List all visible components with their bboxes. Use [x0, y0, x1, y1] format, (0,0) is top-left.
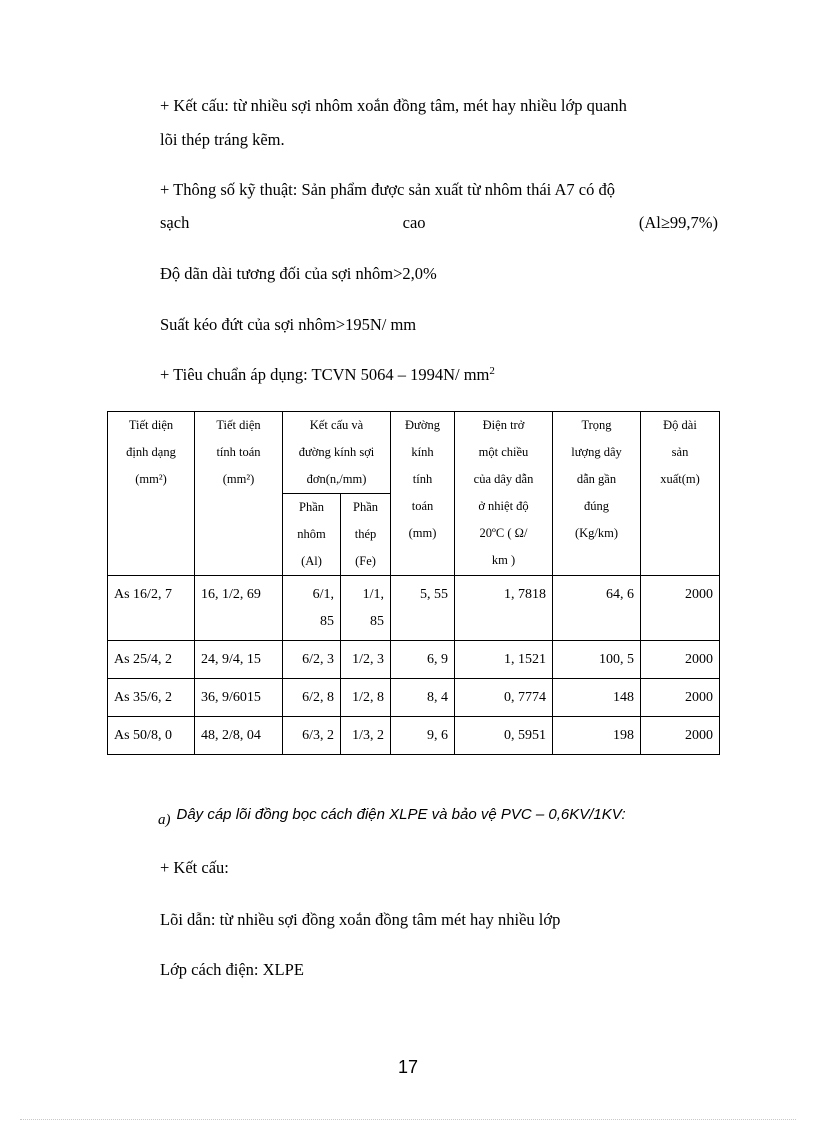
cell: 1, 1521 — [455, 641, 553, 679]
cell: 6/2, 8 — [283, 679, 341, 717]
cell: 9, 6 — [391, 717, 455, 755]
cell: 0, 5951 — [455, 717, 553, 755]
cell: As 25/4, 2 — [108, 641, 195, 679]
table-row — [108, 576, 720, 641]
header-steel-part: Phần thép (Fe) — [341, 494, 391, 576]
cell: 36, 9/6015 — [195, 679, 283, 717]
cell: 2000 — [641, 679, 720, 717]
specs-purity: (Al≥99,7%) — [638, 213, 718, 232]
cell: 6, 9 — [391, 641, 455, 679]
cell: 6/1, 85 — [283, 576, 341, 641]
paragraph-structure-heading: + Kết cấu: — [160, 858, 229, 877]
cell: 100, 5 — [553, 641, 641, 679]
standard-text: + Tiêu chuẩn áp dụng: TCVN 5064 – 1994N/ mm — [160, 365, 490, 384]
cell: 8, 4 — [391, 679, 455, 717]
cell: 1, 7818 — [455, 576, 553, 641]
table-row — [108, 679, 720, 717]
paragraph-structure-line1: + Kết cấu: từ nhiều sợi nhôm xoắn đồng tâm, mét hay nhiều lớp quanh — [160, 96, 627, 115]
cell: 1/2, 3 — [341, 641, 391, 679]
paragraph-structure-line2: lõi thép tráng kẽm. — [160, 130, 285, 149]
cable-spec-table — [107, 411, 720, 755]
header-nominal-section: Tiết diện định dạng (mm²) — [108, 412, 195, 576]
cell: 0, 7774 — [455, 679, 553, 717]
paragraph-tensile-strength: Suất kéo đứt của sợi nhôm>195N/ mm — [160, 315, 417, 334]
specs-word-clean: sạch — [160, 213, 190, 232]
paragraph-specs-line1: + Thông số kỹ thuật: Sản phẩm được sản xuất từ nhôm thái A7 có độ — [160, 180, 615, 199]
cell: 198 — [553, 717, 641, 755]
cell: 2000 — [641, 641, 720, 679]
page-number: 17 — [397, 1057, 419, 1077]
footer-divider — [20, 1119, 796, 1120]
paragraph-elongation: Độ dãn dài tương đối của sợi nhôm>2,0% — [160, 264, 437, 283]
paragraph-specs-line2 — [160, 213, 718, 233]
caption-text: Dây cáp lõi đồng bọc cách điện XLPE và bảo vệ PVC – 0,6KV/1KV: — [176, 806, 626, 823]
paragraph-insulation: Lớp cách điện: XLPE — [160, 960, 304, 979]
cell: 2000 — [641, 717, 720, 755]
cell: 2000 — [641, 576, 720, 641]
table-row — [108, 717, 720, 755]
caption-marker: a) — [158, 812, 171, 828]
cell: 48, 2/8, 04 — [195, 717, 283, 755]
cell: 1/3, 2 — [341, 717, 391, 755]
cell: 16, 1/2, 69 — [195, 576, 283, 641]
header-diameter: Đường kính tính toán (mm) — [391, 412, 455, 576]
cell: As 35/6, 2 — [108, 679, 195, 717]
paragraph-conductor: Lõi dẫn: từ nhiều sợi đồng xoắn đồng tâm mét hay nhiều lớp — [160, 910, 561, 929]
header-weight: Trọng lượng dây dẫn gần đúng (Kg/km) — [553, 412, 641, 576]
cell: 1/2, 8 — [341, 679, 391, 717]
header-structure: Kết cấu và đường kính sợi đơn(n,/mm) — [283, 412, 391, 494]
section-caption — [158, 806, 758, 828]
cell: 148 — [553, 679, 641, 717]
cell: 24, 9/4, 15 — [195, 641, 283, 679]
cell: 6/2, 3 — [283, 641, 341, 679]
cell: As 50/8, 0 — [108, 717, 195, 755]
header-calculated-section: Tiết diện tính toán (mm²) — [195, 412, 283, 576]
cell: 1/1, 85 — [341, 576, 391, 641]
cell: As 16/2, 7 — [108, 576, 195, 641]
cell: 64, 6 — [553, 576, 641, 641]
cell: 5, 55 — [391, 576, 455, 641]
header-aluminum-part: Phần nhôm (Al) — [283, 494, 341, 576]
table-row — [108, 641, 720, 679]
specs-word-high: cao — [402, 213, 426, 232]
paragraph-standard — [160, 365, 718, 385]
table-header-row — [108, 412, 720, 494]
header-resistance: Điện trở một chiều của dây dẫn ở nhiệt độ 20ºC ( Ω/ km ) — [455, 412, 553, 576]
standard-superscript: 2 — [489, 365, 495, 377]
cell: 6/3, 2 — [283, 717, 341, 755]
header-length: Độ dài sản xuất(m) — [641, 412, 720, 576]
